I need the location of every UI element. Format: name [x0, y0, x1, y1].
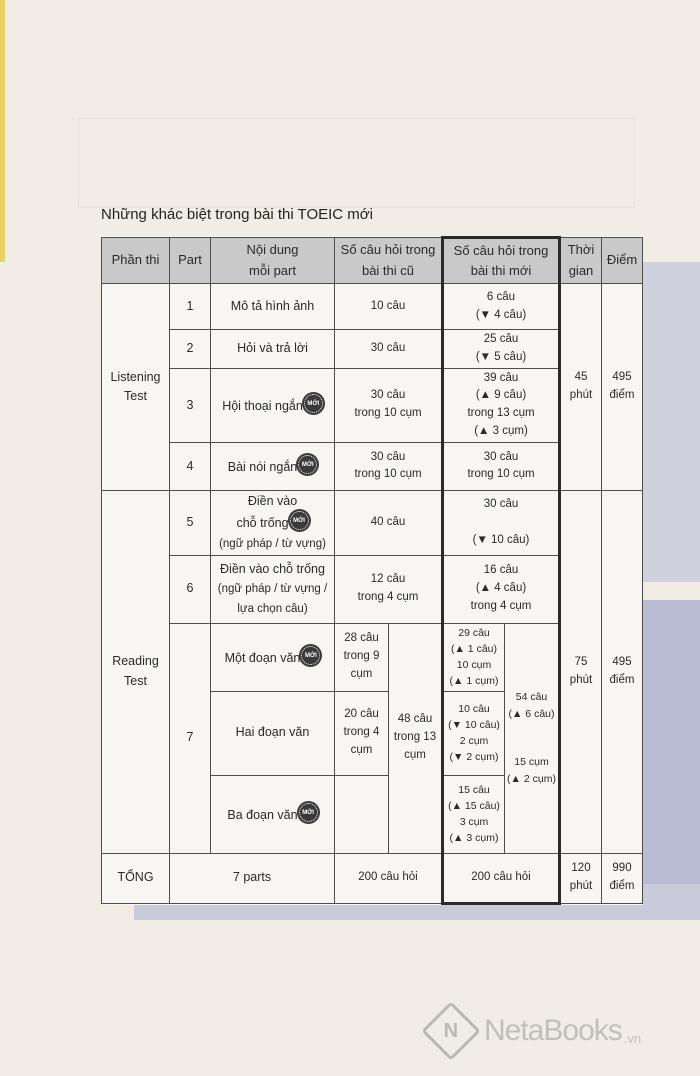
- new-badge-icon: MỚI: [301, 646, 320, 665]
- old-total: 48 câu trong 13 cụm: [389, 623, 443, 853]
- header-time: Thời gian: [560, 238, 602, 284]
- total-time: 120 phút: [560, 853, 602, 903]
- part-content-cell: [211, 368, 335, 442]
- watermark-sub: .vn: [623, 1031, 642, 1046]
- part-content: Hỏi và trả lời: [211, 330, 335, 369]
- page-shadow-right: [640, 600, 700, 920]
- part-number: 4: [170, 442, 211, 490]
- netabooks-logo-icon: N: [421, 1001, 480, 1060]
- header-old-count: Số câu hỏi trong bài thi cũ: [335, 238, 443, 284]
- new-count: 10 câu (▼ 10 câu) 2 cụm (▼ 2 cụm): [443, 691, 505, 775]
- new-count: 6 câu (▼ 4 câu): [443, 284, 560, 330]
- total-new: 200 câu hỏi: [443, 853, 560, 903]
- listening-time: 45 phút: [560, 284, 602, 491]
- table-row: [102, 284, 643, 330]
- total-label: TỔNG: [102, 853, 170, 903]
- part-content-cell: [211, 442, 335, 490]
- part-number: 7: [170, 623, 211, 853]
- part-content-cell: [211, 490, 335, 555]
- part-content: Ba đoạn văn: [227, 808, 298, 823]
- part-number: 2: [170, 330, 211, 369]
- part-content-cell: [211, 623, 335, 691]
- new-badge-icon: MỚI: [299, 803, 318, 822]
- page-shadow-top: [640, 262, 700, 582]
- header-new-count: Số câu hỏi trong bài thi mới: [443, 238, 560, 284]
- part-number: 5: [170, 490, 211, 555]
- part-content: Mô tả hình ảnh: [211, 284, 335, 330]
- old-count: 30 câu: [335, 330, 443, 369]
- part-content: Hội thoại ngắn: [222, 399, 303, 414]
- table-row: [102, 490, 643, 555]
- toeic-comparison-table: [101, 236, 643, 905]
- table-caption: Những khác biệt trong bài thi TOEIC mới: [101, 206, 373, 223]
- new-count: 39 câu (▲ 9 câu) trong 13 cụm (▲ 3 cụm): [443, 368, 560, 442]
- reading-time: 75 phút: [560, 490, 602, 853]
- part-content-note: (ngữ pháp / từ vựng): [219, 537, 326, 550]
- header-section: Phần thi: [102, 238, 170, 284]
- total-row: [102, 853, 643, 903]
- new-badge-icon: MỚI: [290, 511, 309, 530]
- total-old: 200 câu hỏi: [335, 853, 443, 903]
- faint-background-box: [78, 118, 635, 208]
- listening-score: 495 điểm: [602, 284, 643, 491]
- part-content: Một đoạn văn: [224, 651, 301, 666]
- old-count: 30 câu trong 10 cụm: [335, 368, 443, 442]
- watermark-logo: [430, 1010, 641, 1052]
- header-score: Điểm: [602, 238, 643, 284]
- old-count: 40 câu: [335, 490, 443, 555]
- new-badge-icon: MỚI: [298, 455, 317, 474]
- part-number: 3: [170, 368, 211, 442]
- new-total: 54 câu (▲ 6 câu) 15 cụm (▲ 2 cụm): [505, 623, 560, 853]
- header-part: Part: [170, 238, 211, 284]
- old-count: 20 câu trong 4 cụm: [335, 691, 389, 775]
- part-content-note: (ngữ pháp / từ vựng / lựa chọn câu): [217, 582, 328, 615]
- part-content: Bài nói ngắn: [227, 460, 298, 475]
- part-number: 6: [170, 555, 211, 623]
- old-count: 30 câu trong 10 cụm: [335, 442, 443, 490]
- part-content: Hai đoạn văn: [211, 691, 335, 775]
- old-count: 12 câu trong 4 cụm: [335, 555, 443, 623]
- part-content: Điền vào chỗ trống: [236, 493, 298, 531]
- old-count: [335, 775, 389, 853]
- part-content-cell: [211, 555, 335, 623]
- new-count: 30 câu trong 10 cụm: [443, 442, 560, 490]
- part-content-cell: [211, 775, 335, 853]
- new-badge-icon: MỚI: [304, 394, 323, 413]
- header-content: Nội dung mỗi part: [211, 238, 335, 284]
- total-parts: 7 parts: [170, 853, 335, 903]
- new-count: 29 câu (▲ 1 câu) 10 cụm (▲ 1 cụm): [443, 623, 505, 691]
- watermark-text: NetaBooks: [484, 1014, 622, 1047]
- part-content: Điền vào chỗ trống: [220, 561, 325, 576]
- section-reading: Reading Test: [102, 490, 170, 853]
- page-edge-strip: [0, 0, 5, 262]
- reading-score: 495 điểm: [602, 490, 643, 853]
- old-count: 28 câu trong 9 cụm: [335, 623, 389, 691]
- old-count: 10 câu: [335, 284, 443, 330]
- part-number: 1: [170, 284, 211, 330]
- new-count: 25 câu (▼ 5 câu): [443, 330, 560, 369]
- section-listening: Listening Test: [102, 284, 170, 491]
- new-count: 15 câu (▲ 15 câu) 3 cụm (▲ 3 cụm): [443, 775, 505, 853]
- total-score: 990 điểm: [602, 853, 643, 903]
- new-count: 30 câu (▼ 10 câu): [443, 490, 560, 555]
- new-count: 16 câu (▲ 4 câu) trong 4 cụm: [443, 555, 560, 623]
